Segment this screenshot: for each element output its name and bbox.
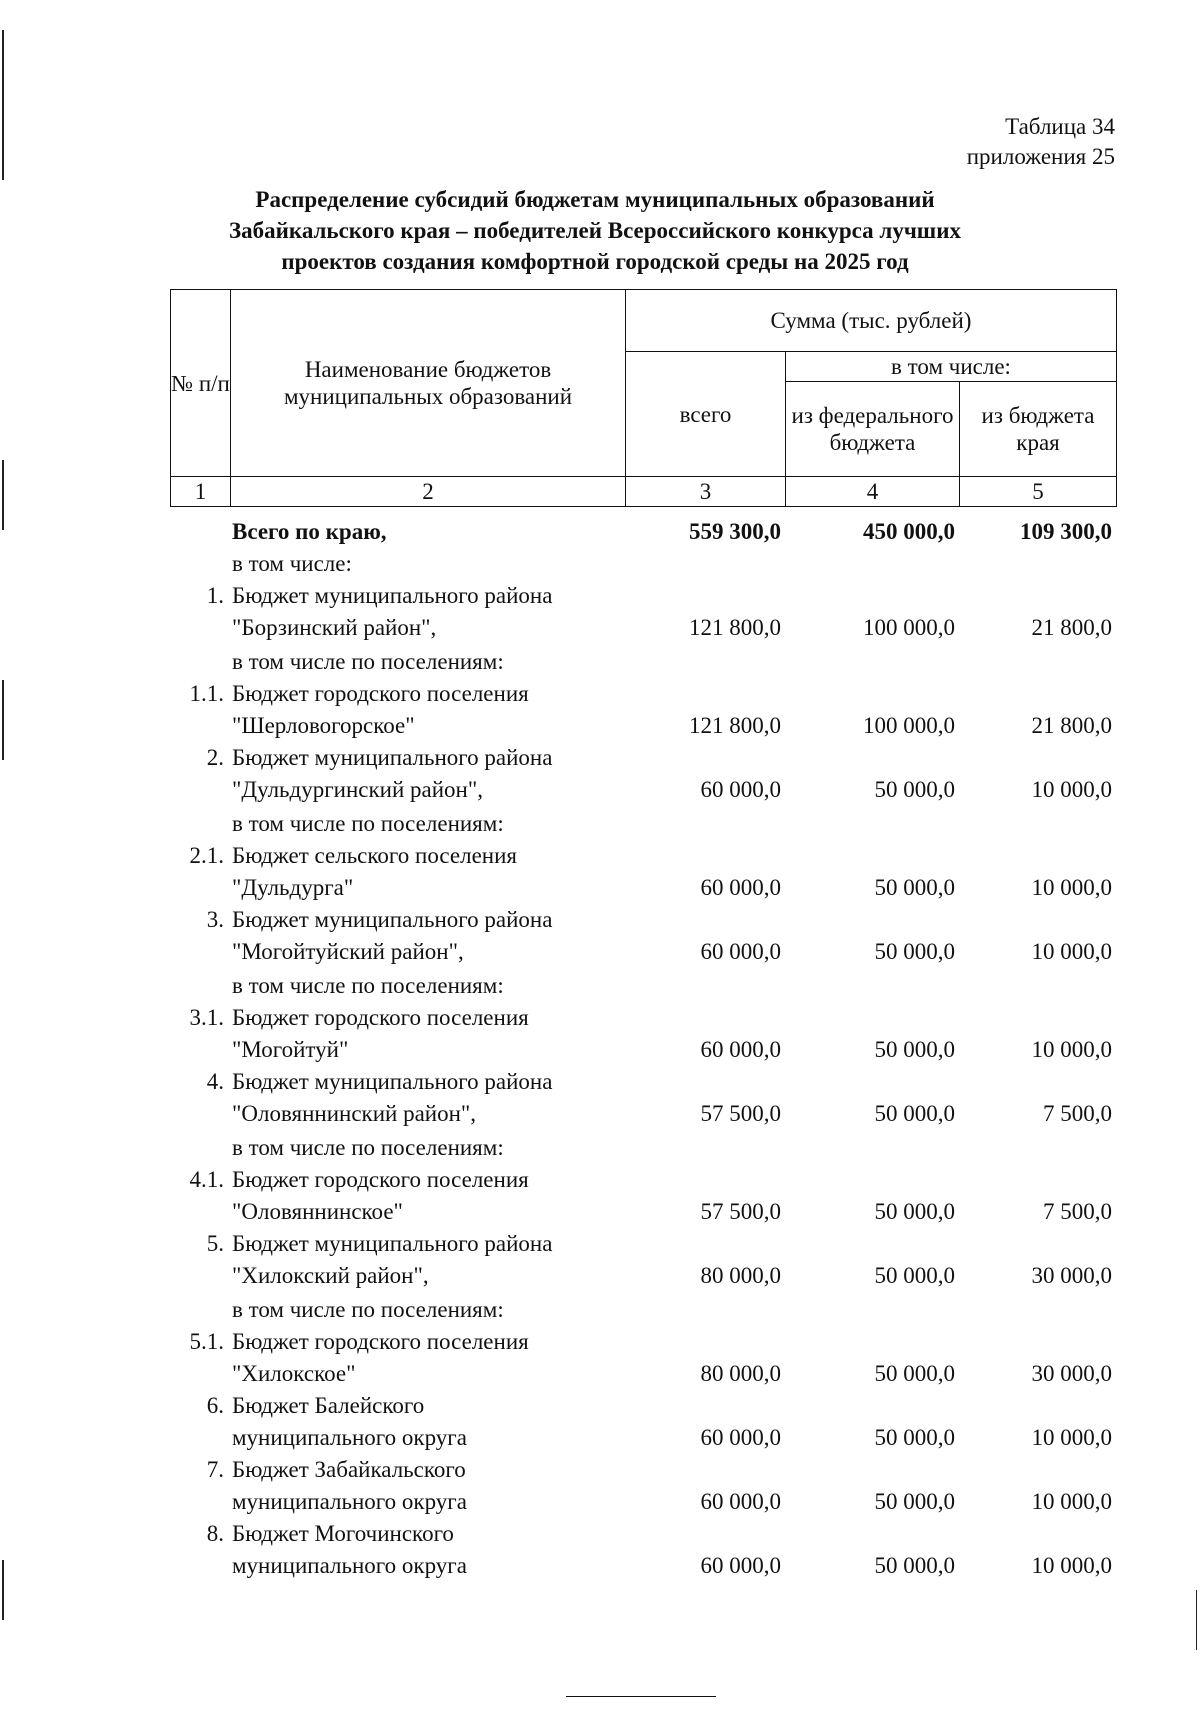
table-row <box>170 1228 1116 1292</box>
row-total: 57 500,0 <box>700 1199 781 1224</box>
header-number: № п/п <box>171 290 231 477</box>
row-total: 121 800,0 <box>689 713 781 738</box>
row-regional: 30 000,0 <box>1031 1361 1112 1386</box>
scan-edge-mark <box>1196 1590 1197 1650</box>
row-name-line: Бюджет муниципального района <box>232 745 553 770</box>
scan-edge-mark <box>2 30 4 180</box>
sub-label: в том числе по поселениям: <box>232 1135 504 1160</box>
row-name-line: Бюджет Забайкальского <box>232 1457 466 1482</box>
end-divider <box>566 1696 716 1697</box>
row-name-line: "Шерловогорское" <box>232 713 415 738</box>
sub-label: в том числе по поселениям: <box>232 1297 504 1322</box>
table-label <box>967 112 1115 172</box>
appendix-number: приложения 25 <box>966 144 1115 169</box>
row-name <box>230 1454 625 1518</box>
row-regional: 10 000,0 <box>1031 939 1112 964</box>
row-number: 5.1. <box>189 1329 224 1354</box>
row-regional: 10 000,0 <box>1031 1037 1112 1062</box>
including-row <box>170 548 1116 580</box>
table-row <box>170 904 1116 968</box>
total-label: Всего по краю, <box>232 519 387 544</box>
row-number: 2. <box>206 745 224 770</box>
scan-edge-mark <box>2 1560 4 1620</box>
row-name-line: Бюджет муниципального района <box>232 583 553 608</box>
row-name-line: "Могойтуйский район", <box>232 939 464 964</box>
column-number-1: 1 <box>171 477 231 507</box>
row-name <box>230 1164 625 1228</box>
sub-label-row <box>170 968 1116 1002</box>
row-total: 60 000,0 <box>700 777 781 802</box>
table-row <box>170 1066 1116 1130</box>
row-regional: 7 500,0 <box>1043 1199 1112 1224</box>
row-name <box>230 1518 625 1582</box>
header-regional: из бюджета края <box>960 382 1117 477</box>
scan-edge-mark <box>2 460 4 530</box>
header-federal: из федерального бюджета <box>786 382 960 477</box>
column-number-5: 5 <box>960 477 1117 507</box>
total-federal: 450 000,0 <box>863 519 955 544</box>
row-name-line: Бюджет Балейского <box>232 1393 425 1418</box>
row-total: 121 800,0 <box>689 615 781 640</box>
row-total: 60 000,0 <box>700 875 781 900</box>
row-name-line: муниципального округа <box>232 1489 467 1514</box>
row-number: 4.1. <box>189 1167 224 1192</box>
row-name <box>230 840 625 904</box>
row-federal: 50 000,0 <box>874 777 955 802</box>
table-row <box>170 1164 1116 1228</box>
row-name-line: "Оловяннинский район", <box>232 1101 477 1126</box>
title-line-3: проектов создания комфортной городской среды на 2025 год <box>281 249 909 274</box>
table-header <box>170 289 1117 507</box>
column-number-2: 2 <box>231 477 626 507</box>
row-number: 1. <box>206 583 224 608</box>
table-row <box>170 1002 1116 1066</box>
title-line-2: Забайкальского края – победителей Всероссийского конкурса лучших <box>229 218 961 243</box>
row-total: 80 000,0 <box>700 1361 781 1386</box>
row-name-line: Бюджет городского поселения <box>232 681 529 706</box>
row-name <box>230 742 625 806</box>
row-federal: 50 000,0 <box>874 1425 955 1450</box>
document-title <box>150 184 1040 277</box>
row-federal: 100 000,0 <box>863 713 955 738</box>
row-regional: 10 000,0 <box>1031 777 1112 802</box>
row-total: 60 000,0 <box>700 939 781 964</box>
row-federal: 100 000,0 <box>863 615 955 640</box>
table-row <box>170 1326 1116 1390</box>
row-name <box>230 1390 625 1454</box>
row-regional: 7 500,0 <box>1043 1101 1112 1126</box>
row-name-line: "Борзинский район", <box>232 615 437 640</box>
sub-label-row <box>170 1292 1116 1326</box>
row-name <box>230 678 625 742</box>
row-number: 6. <box>206 1393 224 1418</box>
row-federal: 50 000,0 <box>874 1037 955 1062</box>
row-number: 3.1. <box>189 1005 224 1030</box>
row-total: 60 000,0 <box>700 1489 781 1514</box>
row-name-line: "Дульдурга" <box>232 875 354 900</box>
table-row <box>170 742 1116 806</box>
row-federal: 50 000,0 <box>874 1199 955 1224</box>
row-federal: 50 000,0 <box>874 875 955 900</box>
row-total: 57 500,0 <box>700 1101 781 1126</box>
row-name-line: "Хилокский район", <box>232 1263 429 1288</box>
total-row <box>170 516 1116 548</box>
row-federal: 50 000,0 <box>874 939 955 964</box>
row-federal: 50 000,0 <box>874 1101 955 1126</box>
row-name-line: Бюджет муниципального района <box>232 1069 553 1094</box>
row-total: 60 000,0 <box>700 1553 781 1578</box>
row-number: 5. <box>206 1231 224 1256</box>
table-row <box>170 1454 1116 1518</box>
row-number: 8. <box>206 1521 224 1546</box>
column-number-4: 4 <box>786 477 960 507</box>
row-name <box>230 904 625 968</box>
row-name-line: "Дульдургинский район", <box>232 777 484 802</box>
row-name-line: Бюджет сельского поселения <box>232 843 517 868</box>
row-name-line: Бюджет городского поселения <box>232 1005 529 1030</box>
row-name <box>230 1002 625 1066</box>
title-line-1: Распределение субсидий бюджетам муниципальных образований <box>255 187 935 212</box>
row-federal: 50 000,0 <box>874 1263 955 1288</box>
sub-label: в том числе по поселениям: <box>232 811 504 836</box>
row-name-line: "Могойтуй" <box>232 1037 349 1062</box>
row-regional: 21 800,0 <box>1031 713 1112 738</box>
table-row <box>170 1390 1116 1454</box>
scan-edge-mark <box>2 680 4 760</box>
total-regional: 109 300,0 <box>1020 519 1112 544</box>
row-name <box>230 580 625 644</box>
table-row <box>170 1518 1116 1582</box>
row-name-line: муниципального округа <box>232 1425 467 1450</box>
row-regional: 10 000,0 <box>1031 1425 1112 1450</box>
table-row <box>170 580 1116 644</box>
sub-label: в том числе по поселениям: <box>232 649 504 674</box>
sub-label-row <box>170 644 1116 678</box>
row-number: 2.1. <box>189 843 224 868</box>
header-sum: Сумма (тыс. рублей) <box>626 290 1117 352</box>
table-number: Таблица 34 <box>1005 114 1115 139</box>
sub-label-row <box>170 1130 1116 1164</box>
including-label: в том числе: <box>232 551 352 576</box>
row-regional: 21 800,0 <box>1031 615 1112 640</box>
row-name-line: Бюджет муниципального района <box>232 907 553 932</box>
row-name-line: Бюджет городского поселения <box>232 1167 529 1192</box>
row-name <box>230 1326 625 1390</box>
table-body <box>170 516 1116 1582</box>
sub-label-row <box>170 806 1116 840</box>
row-federal: 50 000,0 <box>874 1489 955 1514</box>
sub-label: в том числе по поселениям: <box>232 973 504 998</box>
row-name-line: Бюджет городского поселения <box>232 1329 529 1354</box>
row-federal: 50 000,0 <box>874 1553 955 1578</box>
header-name: Наименование бюджетов муниципальных образований <box>231 290 626 477</box>
row-federal: 50 000,0 <box>874 1361 955 1386</box>
row-number: 1.1. <box>189 681 224 706</box>
row-number: 7. <box>206 1457 224 1482</box>
row-regional: 30 000,0 <box>1031 1263 1112 1288</box>
row-number: 4. <box>206 1069 224 1094</box>
table-row <box>170 840 1116 904</box>
row-total: 60 000,0 <box>700 1037 781 1062</box>
row-name-line: Бюджет Могочинского <box>232 1521 454 1546</box>
row-name-line: "Хилокское" <box>232 1361 356 1386</box>
row-name <box>230 1228 625 1292</box>
total-sum: 559 300,0 <box>689 519 781 544</box>
header-including: в том числе: <box>786 352 1117 382</box>
row-regional: 10 000,0 <box>1031 1489 1112 1514</box>
row-regional: 10 000,0 <box>1031 875 1112 900</box>
row-name-line: муниципального округа <box>232 1553 467 1578</box>
row-name-line: Бюджет муниципального района <box>232 1231 553 1256</box>
row-name <box>230 1066 625 1130</box>
row-number: 3. <box>206 907 224 932</box>
column-number-3: 3 <box>626 477 786 507</box>
row-total: 60 000,0 <box>700 1425 781 1450</box>
row-regional: 10 000,0 <box>1031 1553 1112 1578</box>
row-name-line: "Оловяннинское" <box>232 1199 403 1224</box>
header-total: всего <box>626 352 786 477</box>
table-row <box>170 678 1116 742</box>
row-total: 80 000,0 <box>700 1263 781 1288</box>
